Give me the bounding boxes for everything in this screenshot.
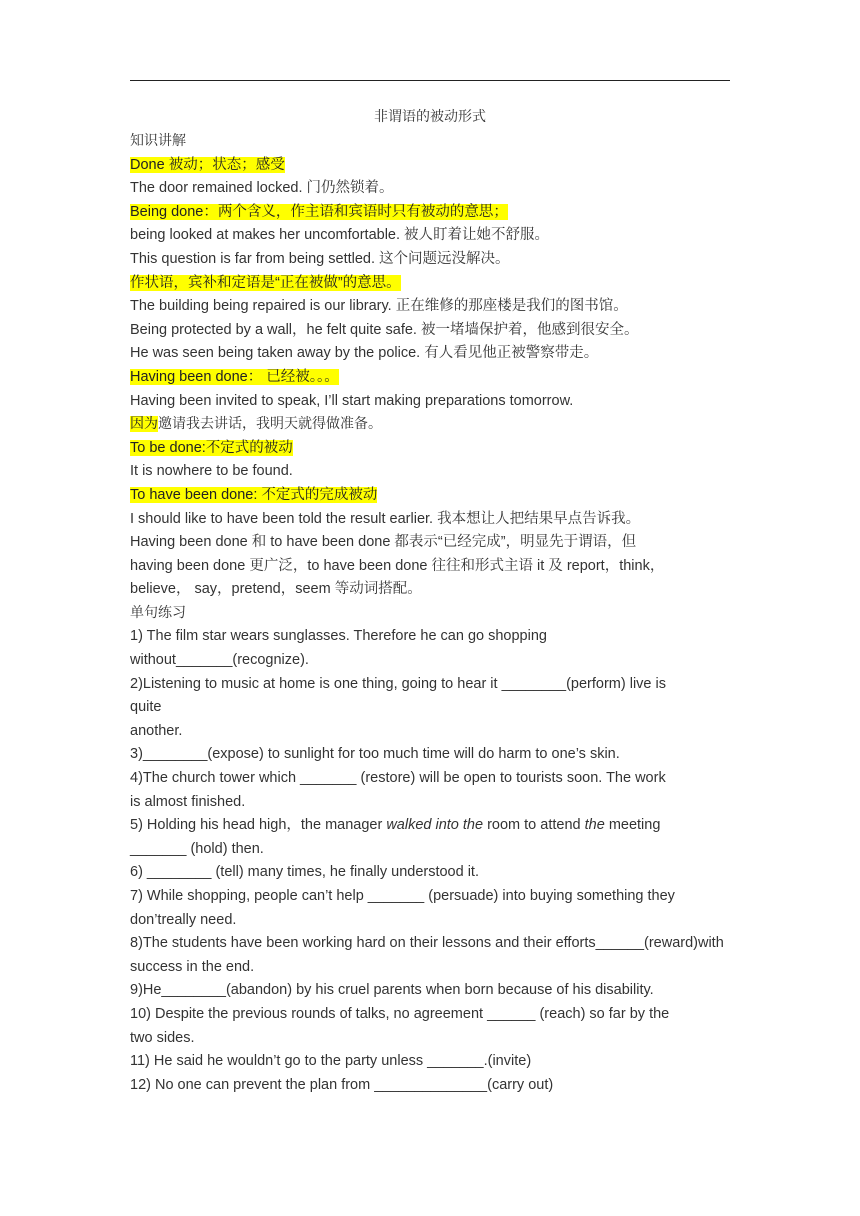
comparison-line-1: Having been done 和 to have been done 都表示“已经完成”，明显先于谓语，但 (130, 534, 637, 551)
being-done-heading-2: 作状语，宾补和定语是“正在被做”的意思。 (130, 274, 401, 291)
question-7-line-1: 7) While shopping, people can’t help _______ (persuade) into buying something they (130, 888, 675, 904)
being-done-example-5: He was seen being taken away by the police. 有人看见他正被警察带走。 (130, 345, 599, 362)
question-8-line-1: 8)The students have been working hard on their lessons and their efforts______(reward)with (130, 935, 724, 952)
comparison-line-3: believe， say，pretend，seem 等动词搭配。 (130, 581, 422, 598)
to-be-done-heading: To be done:不定式的被动 (130, 439, 293, 456)
question-3: 3)________(expose) to sunlight for too much time will do harm to one’s skin. (130, 746, 620, 763)
question-1-line-1: 1) The film star wears sunglasses. Therefore he can go shopping (130, 628, 547, 645)
comparison-line-2: having been done 更广泛，to have been done 往往和形式主语 it 及 report，think， (130, 557, 665, 574)
section-heading-knowledge: 知识讲解 (130, 133, 186, 149)
section-heading-practice: 单句练习 (130, 604, 186, 621)
question-8-line-2: success in the end. (130, 958, 255, 975)
question-5-line-2: _______ (hold) then. (130, 840, 264, 857)
being-done-example-3: The building being repaired is our library. 正在维修的那座楼是我们的图书馆。 (130, 298, 628, 315)
question-10-line-1: 10) Despite the previous rounds of talks, no agreement ______ (reach) so far by the (130, 1005, 670, 1022)
having-been-done-example-1: Having been invited to speak, I’ll start making preparations tomorrow. (130, 392, 574, 409)
being-done-heading: Being done：两个含义，作主语和宾语时只有被动的意思； (130, 203, 508, 220)
to-be-done-example: It is nowhere to be found. (130, 463, 293, 480)
question-7-line-2: don’treally need. (130, 911, 237, 928)
question-4-line-2: is almost finished. (130, 793, 246, 810)
having-been-done-example-2: 因为邀请我去讲话，我明天就得做准备。 (130, 416, 382, 433)
question-10-line-2: two sides. (130, 1029, 195, 1046)
question-4-line-1: 4)The church tower which _______ (restore) will be open to tourists soon. The work (130, 770, 666, 787)
being-done-example-2: This question is far from being settled. 这个问题远没解决。 (130, 250, 510, 267)
being-done-example-1: being looked at makes her uncomfortable. 被人盯着让她不舒服。 (130, 227, 550, 244)
highlight-because: 因为 (130, 416, 158, 433)
done-example: The door remained locked. 门仍然锁着。 (130, 180, 394, 197)
question-6: 6) ________ (tell) many times, he finally understood it. (130, 864, 479, 881)
document-body (130, 104, 730, 1097)
question-12: 12) No one can prevent the plan from ______________(carry out) (130, 1076, 554, 1093)
to-have-been-done-heading: To have been done: 不定式的完成被动 (130, 486, 378, 503)
done-heading: Done 被动；状态；感受 (130, 156, 285, 173)
page-title: 非谓语的被动形式 (374, 109, 486, 125)
question-2-line-3: another. (130, 722, 183, 739)
header-rule (130, 80, 730, 81)
question-2-line-1: 2)Listening to music at home is one thing, going to hear it ________(perform) live is (130, 675, 666, 692)
question-9: 9)He________(abandon) by his cruel parents when born because of his disability. (130, 982, 654, 999)
to-have-been-done-example: I should like to have been told the result earlier. 我本想让人把结果早点告诉我。 (130, 510, 641, 527)
question-5-line-1: 5) Holding his head high，the manager walked into the room to attend the meeting (130, 817, 661, 834)
question-2-line-2: quite (130, 699, 162, 716)
being-done-example-4: Being protected by a wall，he felt quite safe. 被一堵墙保护着，他感到很安全。 (130, 321, 639, 338)
question-1-line-2: without_______(recognize). (130, 652, 309, 669)
question-11: 11) He said he wouldn’t go to the party unless _______.(invite) (130, 1053, 532, 1070)
having-been-done-heading: Having been done： 已经被。。。 (130, 368, 339, 385)
